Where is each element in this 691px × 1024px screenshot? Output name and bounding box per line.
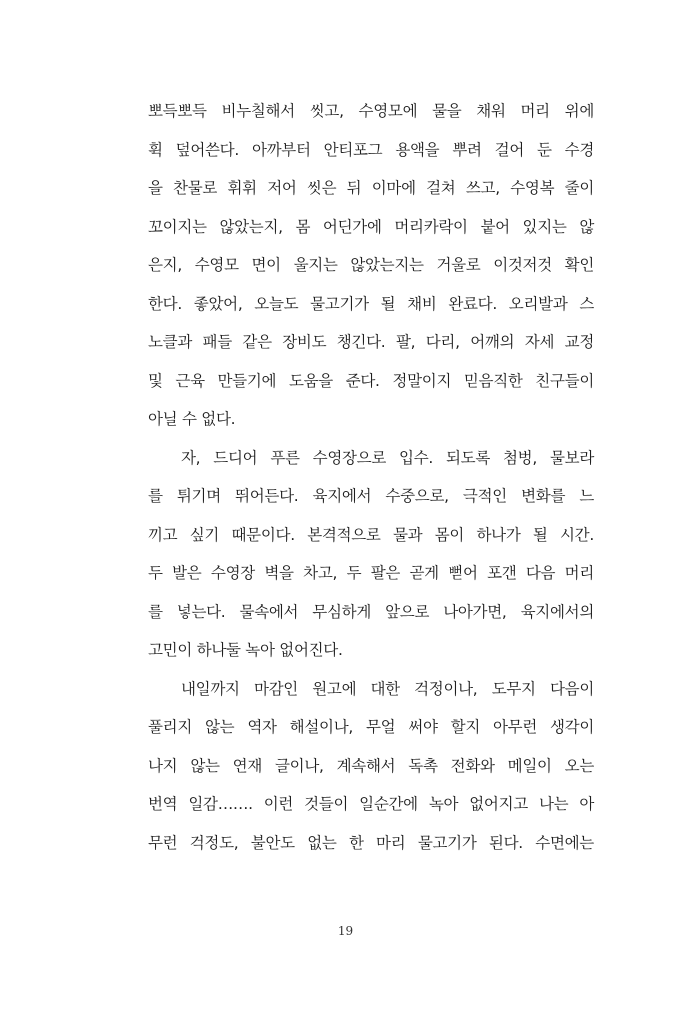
text-line: 두 발은 수영장 벽을 차고, 두 팔은 곧게 뻗어 포갠 다음 머리 [148,564,594,582]
text-line: 끼고 싶기 때문이다. 본격적으로 물과 몸이 하나가 될 시간. [148,525,594,544]
text-line: 한다. 좋았어, 오늘도 물고기가 될 채비 완료다. 오리발과 스 [148,294,594,313]
body-text [148,92,594,862]
text-line: 은지, 수영모 면이 울지는 않았는지는 거울로 이것저것 확인 [148,256,594,274]
text-line: 를 넣는다. 물속에서 무심하게 앞으로 나아가면, 육지에서의 [148,602,594,621]
text-line: 을 찬물로 휘휘 저어 씻은 뒤 이마에 걸쳐 쓰고, 수영복 줄이 [148,179,594,197]
text-line: 풀리지 않는 역자 해설이나, 무얼 써야 할지 아무런 생각이 [148,718,594,736]
page-number: 19 [337,924,354,938]
paragraph-2 [148,439,594,670]
text-line: 꼬이지는 않았는지, 몸 어딘가에 머리카락이 붙어 있지는 않 [148,217,594,236]
text-line: 내일까지 마감인 원고에 대한 걱정이나, 도무지 다음이 [181,679,594,698]
text-line: 및 근육 만들기에 도움을 준다. 정말이지 믿음직한 친구들이 [148,371,594,390]
text-line: 휙 덮어쓴다. 아까부터 안티포그 용액을 뿌려 걸어 둔 수경 [148,140,594,159]
text-line: 아닐 수 없다. [148,410,236,428]
text-line: 무런 걱정도, 불안도 없는 한 마리 물고기가 된다. 수면에는 [148,833,594,852]
text-line: 자, 드디어 푸른 수영장으로 입수. 되도록 첨벙, 물보라 [181,448,594,467]
text-line: 노클과 패들 같은 장비도 챙긴다. 팔, 다리, 어깨의 자세 교정 [148,333,594,351]
paragraph-3 [148,670,594,863]
text-line: 번역 일감……. 이런 것들이 일순간에 녹아 없어지고 나는 아 [148,795,594,813]
text-line: 를 튀기며 뛰어든다. 육지에서 수중으로, 극적인 변화를 느 [148,487,594,505]
paragraph-1 [148,92,594,439]
text-line: 뽀득뽀득 비누칠해서 씻고, 수영모에 물을 채워 머리 위에 [148,102,594,120]
text-line: 고민이 하나둘 녹아 없어진다. [148,641,343,659]
text-line: 나지 않는 연재 글이나, 계속해서 독촉 전화와 메일이 오는 [148,756,594,775]
